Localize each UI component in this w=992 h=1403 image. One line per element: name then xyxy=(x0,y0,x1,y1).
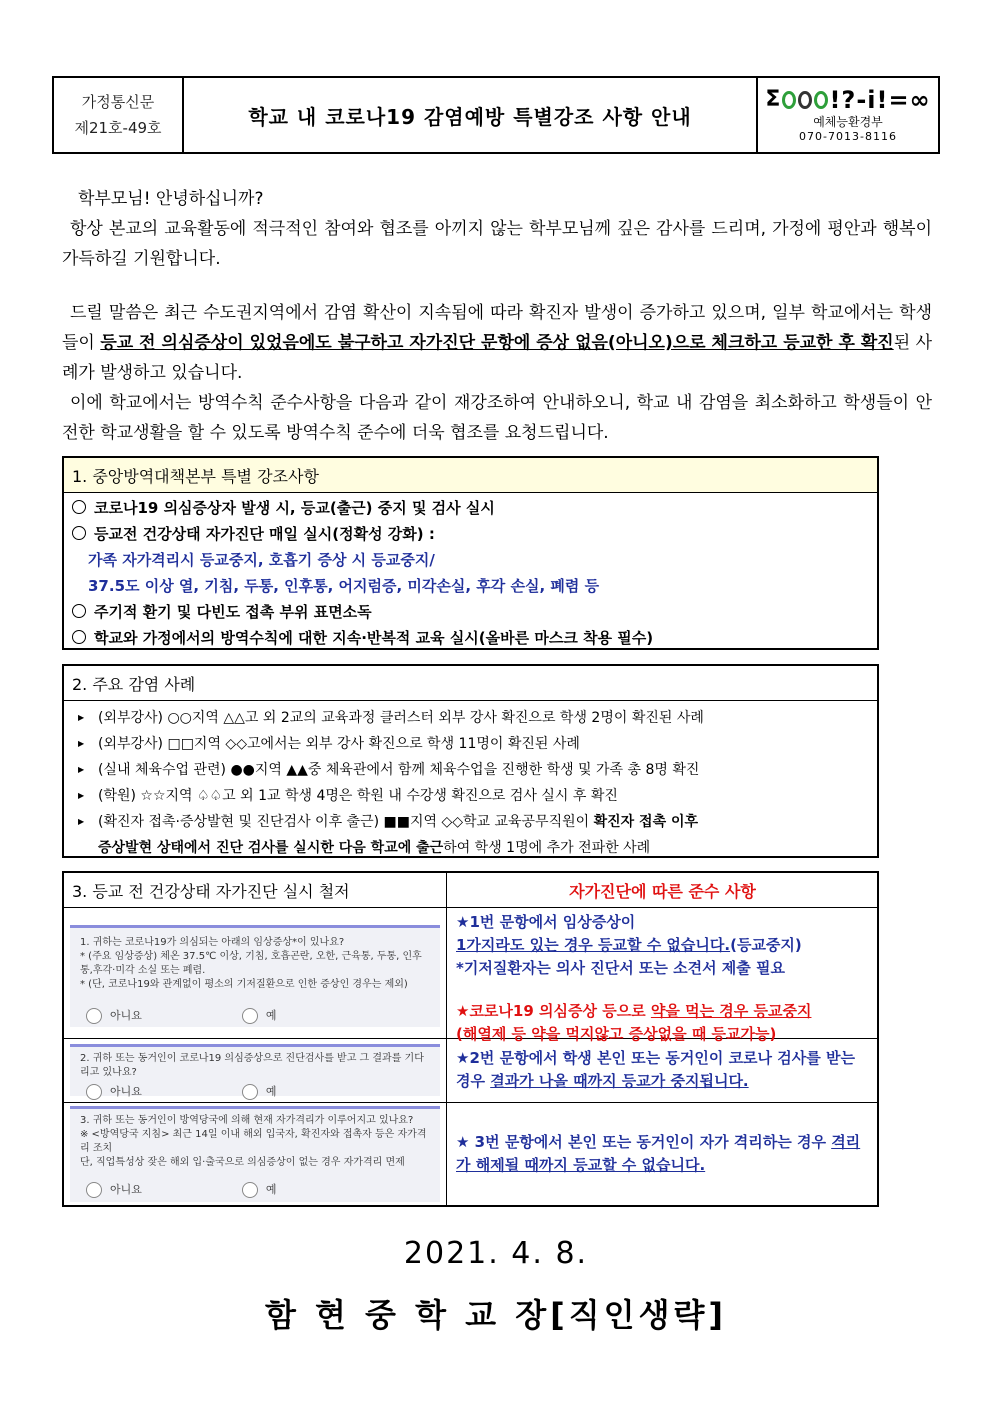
rule1-line: *기저질환자는 의사 진단서 또는 소견서 제출 필요 xyxy=(456,959,785,977)
box2-title: 2. 주요 감염 사례 xyxy=(64,666,877,701)
circle-bullet-icon xyxy=(72,500,86,514)
doc-type: 가정통신문 xyxy=(81,93,155,111)
greeting: 학부모님! 안녕하십니까? xyxy=(78,189,264,209)
emphasis-subitem: 37.5도 이상 열, 기침, 두통, 인후통, 어지럼증, 미각손실, 후각 손실, 폐렴 등 xyxy=(88,577,600,595)
issue-date: 2021. 4. 8. xyxy=(403,1236,589,1271)
option-no: 아니요 xyxy=(86,1182,142,1198)
case-item: ▶ (학원) ☆☆지역 ♤♤고 외 1교 학생 4명은 학원 내 수강생 확진으로 검사 실시 후 확진 xyxy=(64,783,877,809)
question2-screenshot xyxy=(70,1044,440,1096)
situation-emphasis: 등교 전 의심증상이 있었음에도 불구하고 자가진단 문항에 증상 없음(아니오)으로 체크하고 등교한 후 확진 xyxy=(100,333,894,353)
row-divider xyxy=(64,907,877,908)
rule1-medicine-note: (해열제 등 약을 먹지않고 증상없을 때 등교가능) xyxy=(456,1025,777,1043)
radio-icon xyxy=(86,1182,102,1198)
sigma-icon: Σ xyxy=(765,86,782,112)
triangle-bullet-icon: ▶ xyxy=(78,713,85,722)
logo-figure-icon xyxy=(782,91,796,109)
case-item-continued: 증상발현 상태에서 진단 검사를 실시한 다음 학교에 출근하여 학생 1명에 추가 전파한 사례 xyxy=(98,840,651,856)
header-box xyxy=(52,76,940,154)
triangle-bullet-icon: ▶ xyxy=(78,791,85,800)
emphasis-item: 코로나19 의심증상자 발생 시, 등교(출근) 중지 및 검사 실시 xyxy=(64,495,877,521)
self-check-table xyxy=(62,871,879,1207)
question1-text: 1. 귀하는 코로나19가 의심되는 아래의 임상증상*이 있나요? * (주요 임상증상) 체온 37.5℃ 이상, 기침, 호흡곤란, 오한, 근육통, 두통, 인후통,후각·미각 소실 또는 폐렴. * (단, 코로나19와 관계없이 평소의 기저질환으로 인한 증상인 경우는 제외) xyxy=(80,937,422,990)
principal-signature: 함 현 중 학 교 장[직인생략] xyxy=(264,1296,728,1334)
doc-number: 제21호-49호 xyxy=(74,119,162,137)
radio-icon xyxy=(242,1008,258,1024)
rule3-emphasis: 격리가 해제될 때까지 등교할 수 없습니다. xyxy=(456,1133,861,1174)
rule1-emphasis: 1가지라도 있는 경우 등교할 수 없습니다. xyxy=(456,936,731,954)
rule1-medicine-emphasis: 약을 먹는 경우 등교중지 xyxy=(650,1002,812,1020)
radio-icon xyxy=(242,1182,258,1198)
situation-text-end: 된 사례가 발생하고 있습니다. xyxy=(62,333,932,383)
table-header-left: 3. 등교 전 건강상태 자가진단 실시 철저 xyxy=(72,881,350,901)
logo-figure-icon xyxy=(814,91,828,109)
option-no: 아니요 xyxy=(86,1084,142,1100)
logo-figure-icon xyxy=(798,91,812,109)
special-emphasis-box xyxy=(62,456,879,650)
rule1-line: ★1번 문항에서 임상증상이 xyxy=(456,913,636,931)
circle-bullet-icon xyxy=(72,630,86,644)
case-item: ▶ (실내 체육수업 관련) ●●지역 ▲▲중 체육관에서 함께 체육수업을 진행한 학생 및 가족 총 8명 확진 xyxy=(64,757,877,783)
situation-text: 드릴 말씀은 최근 수도권지역에서 감염 확산이 지속됨에 따라 확진자 발생이 증가하고 있으며, 일부 학교에서는 학생들이 xyxy=(62,303,932,353)
case-item: ▶ (외부강사) □□지역 ◇◇고에서는 외부 강사 확진으로 학생 11명이 확진된 사례 xyxy=(64,731,877,757)
emphasis-item: 주기적 환기 및 다빈도 접촉 부위 표면소독 xyxy=(64,599,877,625)
triangle-bullet-icon: ▶ xyxy=(78,765,85,774)
department: 예체능환경부 xyxy=(813,114,883,129)
school-logo-area xyxy=(756,78,938,152)
triangle-bullet-icon: ▶ xyxy=(78,739,85,748)
rule2-text: ★2번 문항에서 학생 본인 또는 동거인이 코로나 검사를 받는 경우 xyxy=(456,1049,855,1090)
emphasis-subitem: 가족 자가격리시 등교중지, 호흡기 증상 시 등교중지/ xyxy=(88,551,435,569)
emphasis-item: 등교전 건강상태 자가진단 매일 실시(정확성 강화) : xyxy=(64,521,877,547)
question3-screenshot xyxy=(70,1106,440,1202)
doc-info xyxy=(54,78,184,152)
thanks-paragraph: 항상 본교의 교육활동에 적극적인 참여와 협조를 아끼지 않는 학부모님께 깊은 감사를 드리며, 가정에 평안과 행복이 가득하길 기원합니다. xyxy=(62,219,932,269)
column-divider xyxy=(446,873,447,1205)
emphasis-item: 학교와 가정에서의 방역수칙에 대한 지속·반복적 교육 실시(올바른 마스크 착용 필수) xyxy=(64,625,877,651)
radio-icon xyxy=(242,1084,258,1100)
situation-paragraph xyxy=(62,298,932,388)
rule3-text: ★ 3번 문항에서 본인 또는 동거인이 자가 격리하는 경우 xyxy=(456,1133,832,1151)
radio-icon xyxy=(86,1008,102,1024)
option-yes: 예 xyxy=(242,1084,277,1100)
row-divider xyxy=(64,1102,877,1103)
rule3 xyxy=(456,1131,871,1177)
circle-bullet-icon xyxy=(72,604,86,618)
question2-text: 2. 귀하 또는 동거인이 코로나19 의심증상으로 진단검사를 받고 그 결과를 기다리고 있나요? xyxy=(80,1053,424,1078)
request-paragraph: 이에 학교에서는 방역수칙 준수사항을 다음과 같이 재강조하여 안내하오니, 학교 내 감염을 최소화하고 학생들이 안전한 학교생활을 할 수 있도록 방역수칙 준수에 더욱 협조를 요청드립니다. xyxy=(62,393,932,443)
box1-title: 1. 중앙방역대책본부 특별 강조사항 xyxy=(64,458,877,493)
page-title: 학교 내 코로나19 감염예방 특별강조 사항 안내 xyxy=(248,104,692,129)
case-item: ▶ (외부강사) ○○지역 △△고 외 2교의 교육과정 클러스터 외부 강사 확진으로 학생 2명이 확진된 사례 xyxy=(64,705,877,731)
circle-bullet-icon xyxy=(72,526,86,540)
rule1-note: (등교중지) xyxy=(730,936,802,954)
option-yes: 예 xyxy=(242,1182,277,1198)
logo-text: !?-i!=∞ xyxy=(829,85,931,114)
infection-cases-box xyxy=(62,664,879,858)
question1-screenshot xyxy=(70,925,440,1027)
table-header-right: 자가진단에 따른 준수 사항 xyxy=(569,881,756,901)
rule1-medicine: ★코로나19 의심증상 등으로 xyxy=(456,1002,651,1020)
rule2-emphasis: 결과가 나올 때까지 등교가 중지됩니다. xyxy=(490,1072,749,1090)
phone-number: 070-7013-8116 xyxy=(799,129,897,143)
radio-icon xyxy=(86,1084,102,1100)
case-item: ▶ (확진자 접촉·증상발현 및 진단검사 이후 출근) ■■지역 ◇◇학교 교육공무직원이 확진자 접촉 이후 xyxy=(64,809,877,835)
rule1 xyxy=(456,911,871,1046)
question3-text: 3. 귀하 또는 동거인이 방역당국에 의해 현재 자가격리가 이루어지고 있나요? ※ <방역당국 지침> 최근 14일 이내 해외 입국자, 확진자와 접촉자 등은 자가격리 조치 단, 직업특성상 잦은 해외 입·출국으로 의심증상이 없는 경우 자가격리 면제 xyxy=(80,1115,427,1168)
option-yes: 예 xyxy=(242,1008,277,1024)
option-no: 아니요 xyxy=(86,1008,142,1024)
triangle-bullet-icon: ▶ xyxy=(78,817,85,826)
logo xyxy=(765,87,930,113)
rule2 xyxy=(456,1047,871,1093)
